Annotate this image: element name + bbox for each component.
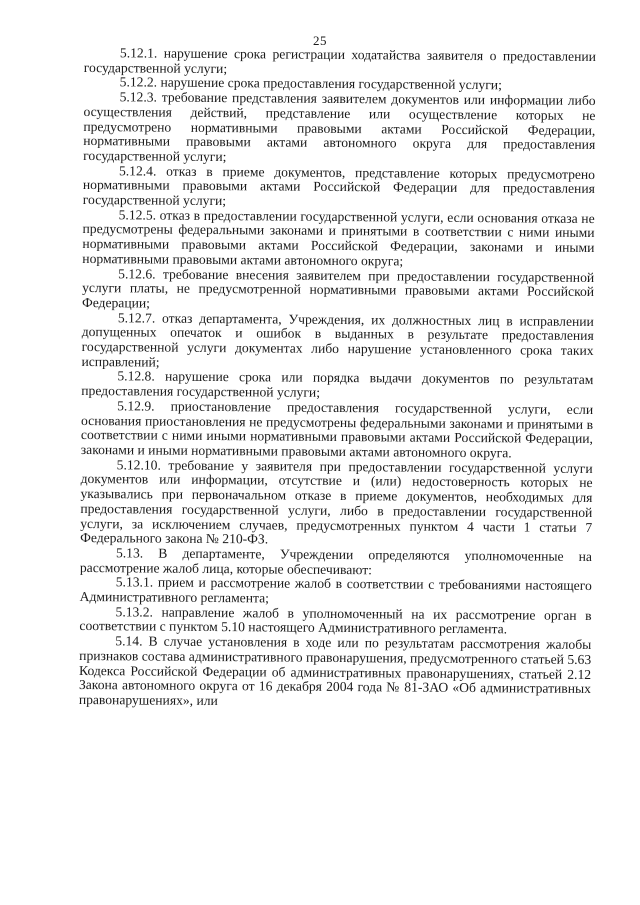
paragraph-5-12-5: 5.12.5. отказ в предоставлении государственной услуги, если основания отказа не предусмотрены федеральными законами и принятыми в соответствии с ними иными нормативными правовыми актами Российской Федерации, законами и иными нормативными правовыми актами автономного округа; — [82, 207, 595, 269]
paragraph-5-12-1: 5.12.1. нарушение срока регистрации ходатайства заявителя о предоставлении государственной услуги; — [83, 45, 596, 76]
paragraph-5-12-10: 5.12.10. требование у заявителя при предоставлении государственной услуги документов или информации, отсутствие и (или) недостоверность которых не указывались при первоначальном отказе в приеме документов, необходимых для предоставления государственной услуги, либо в предоставлении государственной услуги, за исключением случаев, предусмотренных пунктом 4 части 1 статьи 7 Федерального закона № 210-ФЗ. — [80, 456, 593, 547]
paragraph-5-13-1: 5.13.1. прием и рассмотрение жалоб в соответствии с требованиями настоящего Административного регламента; — [79, 574, 592, 606]
paragraph-5-12-2: 5.12.2. нарушение срока предоставления государственной услуги; — [119, 74, 502, 93]
page-number: 25 — [313, 33, 327, 48]
paragraph-5-12-4: 5.12.4. отказ в приеме документов, представление которых предусмотрено нормативными правовыми актами Российской Федерации для предоставления государственной услуги; — [82, 162, 596, 209]
paragraph-5-12-6: 5.12.6. требование внесения заявителем при предоставлении государственной услуги платы, не предусмотренной нормативными правовыми актами Российской Федерации; — [81, 265, 595, 311]
paragraph-5-13: 5.13. В департаменте, Учреждении определяются уполномоченные на рассмотрение жалоб лица, которые обеспечивают: — [79, 545, 593, 577]
paragraph-5-12-9: 5.12.9. приостановление предоставления государственной услуги, если основания приостановления не предусмотрены федеральными законами и принятыми в соответствии с ними иными нормативными правовыми актами Российской Федерации, законами и иными нормативными правовыми актами автономного округа. — [80, 398, 594, 461]
document-body — [79, 46, 596, 712]
paragraph-5-12-7: 5.12.7. отказ департамента, Учреждения, их должностных лиц в исправлении допущенных опечаток и ошибок в выданных в результате предоставления государственной услуги документах либо нарушение установленного срока таких исправлений; — [81, 309, 594, 370]
paragraph-5-12-3: 5.12.3. требование представления заявителем документов или информации либо осуществления действий, представление или осуществление которых не предусмотрено нормативными правовыми актами Российской Федерации, нормативными правовыми актами автономного округа для предоставления государственной услуги; — [83, 89, 596, 165]
paragraph-5-12-8: 5.12.8. нарушение срока или порядка выдачи документов по результатам предоставления государственной услуги; — [81, 368, 594, 401]
paragraph-5-13-2: 5.13.2. направление жалоб в уполномоченный на их рассмотрение орган в соответствии с пунктом 5.10 настоящего Административного регламента. — [79, 603, 592, 637]
paragraph-5-14: 5.14. В случае установления в ходе или по результатам рассмотрения жалобы признаков состава административного правонарушения, предусмотренного статьей 5.63 Кодекса Российской Федерации об административных правонарушениях, статьей 2.12 Закона автономного округа от 16 декабря 2004 года № 81-ЗАО «Об административных правонарушениях», или — [78, 633, 592, 709]
